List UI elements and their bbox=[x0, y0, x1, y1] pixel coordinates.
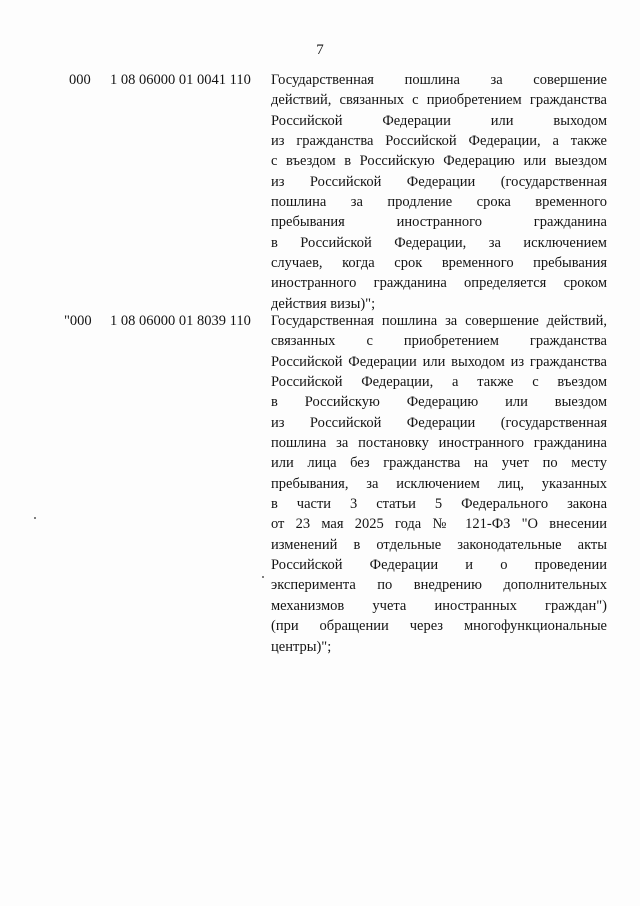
description-line: связанных с приобретением гражданства bbox=[271, 333, 607, 350]
description-line: в Российской Федерации, за исключением bbox=[271, 234, 607, 251]
page-number: 7 bbox=[316, 42, 324, 58]
entry-admin-code: 000 bbox=[69, 72, 91, 88]
description-line: изменений в отдельные законодательные акты bbox=[271, 536, 607, 553]
scan-speck bbox=[262, 576, 264, 578]
entry-admin-code: "000 bbox=[64, 313, 92, 329]
entry-description bbox=[271, 311, 607, 657]
description-line: в Российскую Федерацию или выездом bbox=[271, 394, 607, 411]
description-line: Российской Федерации и о проведении bbox=[271, 557, 607, 574]
description-line: из Российской Федерации (государственная bbox=[271, 414, 607, 431]
description-line: пребывания иностранного гражданина bbox=[271, 214, 607, 231]
description-line: центры)"; bbox=[271, 638, 332, 655]
description-line: Государственная пошлина за совершение bbox=[271, 72, 607, 88]
description-line: (при обращении через многофункциональные bbox=[271, 618, 607, 635]
description-line: или лица без гражданства на учет по месту bbox=[271, 455, 607, 472]
entry-description bbox=[271, 70, 607, 314]
description-line: в части 3 статьи 5 Федерального закона bbox=[271, 496, 607, 513]
entry-kbk-code: 1 08 06000 01 0041 110 bbox=[110, 72, 251, 88]
scan-speck bbox=[34, 517, 36, 519]
description-line: из гражданства Российской Федерации, а также bbox=[271, 133, 607, 150]
description-line: действия визы)"; bbox=[271, 295, 376, 312]
description-line: Государственная пошлина за совершение действий, bbox=[271, 313, 607, 329]
entry-kbk-code: 1 08 06000 01 8039 110 bbox=[110, 313, 251, 329]
description-line: Российской Федерации, а также с въездом bbox=[271, 374, 607, 391]
description-line: действий, связанных с приобретением гражданства bbox=[271, 92, 607, 109]
description-line: пошлина за постановку иностранного гражданина bbox=[271, 435, 607, 452]
description-line: с въездом в Российскую Федерацию или выездом bbox=[271, 153, 607, 170]
description-line: механизмов учета иностранных граждан") bbox=[271, 597, 607, 614]
description-line: случаев, когда срок временного пребывания bbox=[271, 255, 607, 272]
description-line: пошлина за продление срока временного bbox=[271, 194, 607, 211]
description-line: Российской Федерации или выходом из гражданства bbox=[271, 353, 607, 370]
description-line: из Российской Федерации (государственная bbox=[271, 173, 607, 190]
description-line: пребывания, за исключением лиц, указанных bbox=[271, 475, 607, 492]
description-line: иностранного гражданина определяется сроком bbox=[271, 275, 607, 292]
description-line: Российской Федерации или выходом bbox=[271, 112, 607, 129]
description-line: эксперимента по внедрению дополнительных bbox=[271, 577, 607, 594]
description-line: от 23 мая 2025 года № 121-ФЗ "О внесении bbox=[271, 516, 607, 533]
